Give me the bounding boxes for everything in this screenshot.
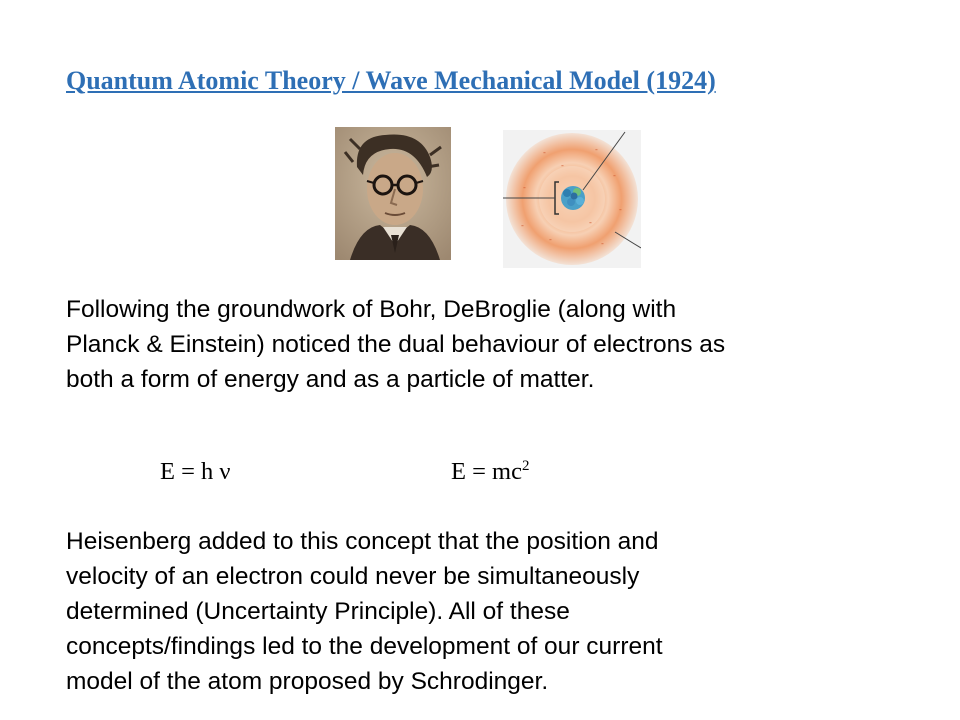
svg-text:-: -: [613, 171, 616, 180]
text-line: Following the groundwork of Bohr, DeBroglie (along with: [66, 296, 677, 323]
svg-text:-: -: [521, 221, 524, 230]
slide-title-link[interactable]: Quantum Atomic Theory / Wave Mechanical Model (1924): [66, 66, 716, 95]
equation-einstein: [451, 456, 529, 488]
svg-text:-: -: [601, 239, 604, 248]
equation-planck: E = h ν: [160, 458, 231, 485]
equation-exponent: 2: [521, 457, 530, 474]
text-line: determined (Uncertainty Principle). All of these: [66, 598, 570, 625]
text-line: Heisenberg added to this concept that the position and: [66, 528, 659, 555]
portrait-photo: [335, 127, 451, 260]
paragraph-duality: [66, 292, 725, 397]
svg-text:-: -: [561, 161, 564, 170]
svg-text:-: -: [549, 235, 552, 244]
text-line: concepts/findings led to the development of our current: [66, 633, 663, 660]
text-line: velocity of an electron could never be simultaneously: [66, 563, 640, 590]
text-line: both a form of energy and as a particle of matter.: [66, 366, 595, 393]
atom-diagram-image: [503, 130, 641, 268]
equation-einstein-base: E = mc: [451, 458, 522, 485]
svg-text:-: -: [595, 145, 598, 154]
paragraph-heisenberg: [66, 524, 663, 699]
text-line: Planck & Einstein) noticed the dual behaviour of electrons as: [66, 331, 726, 358]
svg-text:-: -: [589, 218, 592, 227]
text-line: model of the atom proposed by Schrodinger.: [66, 668, 549, 695]
svg-text:-: -: [543, 148, 546, 157]
svg-text:-: -: [619, 205, 622, 214]
svg-text:-: -: [523, 183, 526, 192]
